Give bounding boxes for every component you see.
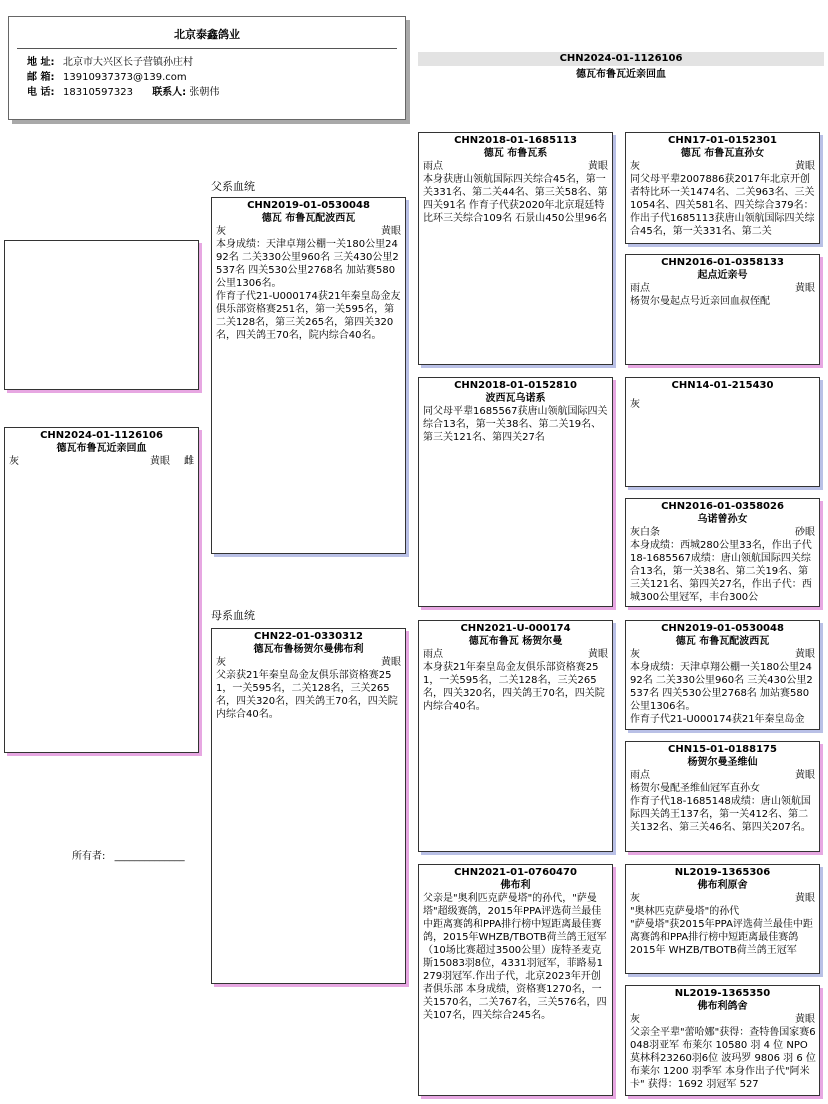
pigeon-name: 佛布利: [500, 880, 531, 891]
pigeon-name: 起点近亲号: [697, 270, 748, 281]
email-line: [9, 70, 405, 85]
pigeon-record: 本身成绩：西城280公里33名，作出子代18-1685567成绩：唐山领航国际四关综合13名，第一关38名、第二关19名、第三关121名、第四关27名，作出子代：西城300公里冠军，丰台300公: [630, 540, 812, 603]
ggp-1-pigeon: [625, 132, 820, 244]
pigeon-attributes: [419, 648, 612, 661]
pigeon-record: 父亲获21年秦皇岛金友俱乐部资格赛251，一关595名，二关128名，三关265名，四关320名，四关鸽王70名，四关院内综合40名。: [216, 670, 398, 720]
pigeon-ring: CHN2021-U-000174: [460, 623, 571, 634]
pigeon-attributes: [212, 656, 405, 669]
sire-section-label: 父系血统: [211, 180, 255, 193]
pigeon-ring: CHN2021-01-0760470: [454, 867, 577, 878]
pigeon-attributes: [626, 398, 819, 411]
pigeon-ring: CHN15-01-0188175: [668, 744, 777, 755]
pigeon-sex: 雌: [184, 456, 194, 467]
pigeon-ring: CHN2019-01-0530048: [247, 200, 370, 211]
pigeon-attributes: [626, 892, 819, 905]
pigeon-attributes: [626, 648, 819, 661]
header-divider: [17, 48, 397, 49]
subject-pigeon: [4, 427, 199, 753]
company-name: 北京泰鑫鸽业: [174, 28, 240, 41]
pigeon-eye: 黄眼: [795, 649, 815, 660]
ggp-6-pigeon: [625, 741, 820, 852]
pigeon-attributes: [626, 769, 819, 782]
pigeon-color: 灰: [630, 649, 640, 660]
pigeon-attributes: [626, 160, 819, 173]
pigeon-color: 雨点: [630, 283, 650, 294]
top-ring-bar: CHN2024-01-1126106: [418, 52, 824, 66]
pigeon-color: 灰: [630, 161, 640, 172]
pigeon-ring: CHN2019-01-0530048: [661, 623, 784, 634]
address-label: 地 址:: [27, 57, 55, 68]
pigeon-ring: CHN2024-01-1126106: [40, 430, 163, 441]
pigeon-name: 乌诺曾孙女: [697, 514, 748, 525]
pigeon-name: 德瓦布鲁杨贺尔曼佛布利: [253, 644, 364, 655]
dam-section-label: 母系血统: [211, 609, 255, 622]
pigeon-record: 同父母平辈1685567获唐山领航国际四关综合13名，第一关38名、第二关19名、第三关121名、第四关27名: [423, 406, 608, 443]
pigeon-eye: 黄眼: [150, 456, 170, 467]
owner-label: 所有者:: [72, 851, 106, 862]
pigeon-eye: 黄眼: [795, 770, 815, 781]
pigeon-color: 雨点: [630, 770, 650, 781]
pigeon-color: 灰: [630, 1014, 640, 1025]
pigeon-eye: 黄眼: [588, 649, 608, 660]
pigeon-eye: 黄眼: [588, 161, 608, 172]
pigeon-attributes: [626, 1013, 819, 1026]
ggp-4-pigeon: [625, 498, 820, 607]
dam-pigeon: [211, 628, 406, 984]
phone-line: [9, 85, 405, 100]
pigeon-record: 父亲是"奥利匹克萨曼塔"的孙代，"萨曼塔"超级赛鸽，2015年PPA评选荷兰最佳中距离赛鸽和PPA排行榜中短距离最佳赛鸽，2015年WHZB/TBOTB荷兰鸽王冠军（10场比赛超过3500公里）庞特圣麦克斯15083羽8位，4331羽冠军，菲路易1279羽冠军.作出子代，北京2023年开创者俱乐部 本身成绩，资格赛1270名，一关1570名，二关767名，三关576名，四关107名，四关综合245名。: [423, 893, 607, 1021]
pigeon-eye: 黄眼: [381, 226, 401, 237]
photo-box-top: [4, 240, 199, 390]
pigeon-ring: CHN22-01-0330312: [254, 631, 363, 642]
pigeon-eye: 黄眼: [795, 161, 815, 172]
pigeon-record: 杨贺尔曼配圣维仙冠军直孙女 作育子代18-1685148成绩：唐山领航国际四关鸽王137名，第一关412名、第二关132名、第三关46名、第四关207名。: [630, 783, 811, 833]
pigeon-name: 德瓦 布鲁瓦系: [483, 148, 548, 159]
pigeon-name: 德瓦 布鲁瓦配波西瓦: [261, 213, 356, 224]
pigeon-record: 本身获21年秦皇岛金友俱乐部资格赛251，一关595名，二关128名，三关265名，四关320名，四关鸽王70名，四关院内综合40名。: [423, 662, 605, 712]
pigeon-name: 佛布利原舍: [697, 880, 748, 891]
pigeon-ring: NL2019-1365350: [674, 988, 771, 999]
pigeon-name: 德瓦布鲁瓦 杨贺尔曼: [468, 636, 563, 647]
sire-sire-pigeon: [418, 132, 613, 365]
contact-label: 联系人:: [152, 87, 187, 98]
pigeon-ring: CHN17-01-0152301: [668, 135, 777, 146]
dam-sire-pigeon: [418, 620, 613, 852]
pigeon-name: 佛布利鸽舍: [697, 1001, 748, 1012]
pigeon-color: 灰: [630, 399, 640, 410]
pigeon-attributes: [626, 526, 819, 539]
pigeon-name: 波西瓦乌诺系: [485, 393, 546, 404]
contact-value: 张朝伟: [189, 87, 220, 98]
pigeon-record: 杨贺尔曼起点号近亲回血叔侄配: [630, 296, 770, 307]
pigeon-eye: 黄眼: [381, 657, 401, 668]
owner-value: ______________: [114, 851, 185, 862]
pigeon-name: 杨贺尔曼圣维仙: [687, 757, 758, 768]
pigeon-eye: 黄眼: [795, 893, 815, 904]
pigeon-ring: CHN14-01-215430: [671, 380, 774, 391]
breeder-header: [8, 16, 406, 120]
phone-value: 18310597323: [63, 87, 133, 98]
pigeon-color: 灰: [216, 657, 226, 668]
pigeon-color: 灰: [630, 893, 640, 904]
pigeon-name: 德瓦 布鲁瓦直孙女: [680, 148, 765, 159]
pigeon-color: 灰白条: [630, 527, 660, 538]
pigeon-ring: CHN2018-01-1685113: [454, 135, 577, 146]
pigeon-name: 德瓦布鲁瓦近亲回血: [56, 443, 147, 454]
pigeon-attributes: [419, 160, 612, 173]
pigeon-ring: CHN2016-01-0358133: [661, 257, 784, 268]
pigeon-color: 雨点: [423, 161, 443, 172]
pigeon-eye: 黄眼: [795, 1014, 815, 1025]
pigeon-color: 雨点: [423, 649, 443, 660]
top-pigeon-name: 德瓦布鲁瓦近亲回血: [576, 69, 666, 80]
dam-dam-pigeon: [418, 864, 613, 1096]
email-value: 13910937373@139.com: [63, 72, 187, 83]
pigeon-record: 本身获唐山领航国际四关综合45名，第一关331名、第二关44名、第三关58名、第四关91名 作育子代获2020年北京琨廷特比环三关综合109名 石景山450公里96名: [423, 174, 608, 224]
pigeon-record: 本身成绩：天津卓翔公棚一关180公里2492名 二关330公里960名 三关430公里2537名 四关530公里2768名 加站赛580公里1306名。 作育子代21-U000174获21年秦皇岛金: [630, 662, 813, 725]
pigeon-ring: CHN2016-01-0358026: [661, 501, 784, 512]
ggp-5-pigeon: [625, 620, 820, 730]
address-value: 北京市大兴区长子营镇孙庄村: [63, 57, 193, 68]
pigeon-record: 同父母平辈2007886获2017年北京开创者特比环一关1474名、二关963名、三关1054名、四关581名、四关综合379名：作出子代1685113获唐山领航国际四关综合45名，第一关331名、第二关: [630, 174, 815, 237]
owner-line: [72, 850, 185, 864]
pigeon-record: 本身成绩：天津卓翔公棚一关180公里2492名 二关330公里960名 三关430公里2537名 四关530公里2768名 加站赛580公里1306名。 作育子代21-U000174获21年秦皇岛金友俱乐部资格赛251名，第一关595名，第二关128名，第三关265名，第四关320名，四关鸽王70名，院内综合40名。: [216, 239, 401, 341]
pigeon-attributes: [212, 225, 405, 238]
email-label: 邮 箱:: [27, 72, 55, 83]
pigeon-record: 父亲全平辈"蕾哈娜"获得：查特鲁国家赛6048羽亚军 布莱尔 10580 羽 4 位 NPO莫林科23260羽6位 波玛罗 9806 羽 6 位 布莱尔 1200 羽季军 本身作出子代"阿米卡" 获得：1692 羽冠军 527: [630, 1027, 820, 1090]
phone-label: 电 话:: [27, 87, 55, 98]
pigeon-record: "奥林匹克萨曼塔"的孙代 "萨曼塔"获2015年PPA评选荷兰最佳中距离赛鸽和PPA排行榜中短距离最佳赛鸽 2015年 WHZB/TBOTB荷兰鸽王冠军: [630, 906, 813, 956]
pigeon-attributes: [626, 282, 819, 295]
pigeon-eye: 砂眼: [795, 527, 815, 538]
ggp-8-pigeon: [625, 985, 820, 1096]
pigeon-ring: CHN2018-01-0152810: [454, 380, 577, 391]
pigeon-ring: NL2019-1365306: [674, 867, 771, 878]
sire-dam-pigeon: [418, 377, 613, 607]
pigeon-attributes: [5, 455, 198, 468]
pigeon-name: 德瓦 布鲁瓦配波西瓦: [675, 636, 770, 647]
pigeon-eye: 黄眼: [795, 283, 815, 294]
ggp-2-pigeon: [625, 254, 820, 365]
pigeon-color: 灰: [216, 226, 226, 237]
ggp-3-pigeon: [625, 377, 820, 487]
sire-pigeon: [211, 197, 406, 554]
pigeon-color: 灰: [9, 456, 19, 467]
ggp-7-pigeon: [625, 864, 820, 974]
address-line: [9, 55, 405, 70]
